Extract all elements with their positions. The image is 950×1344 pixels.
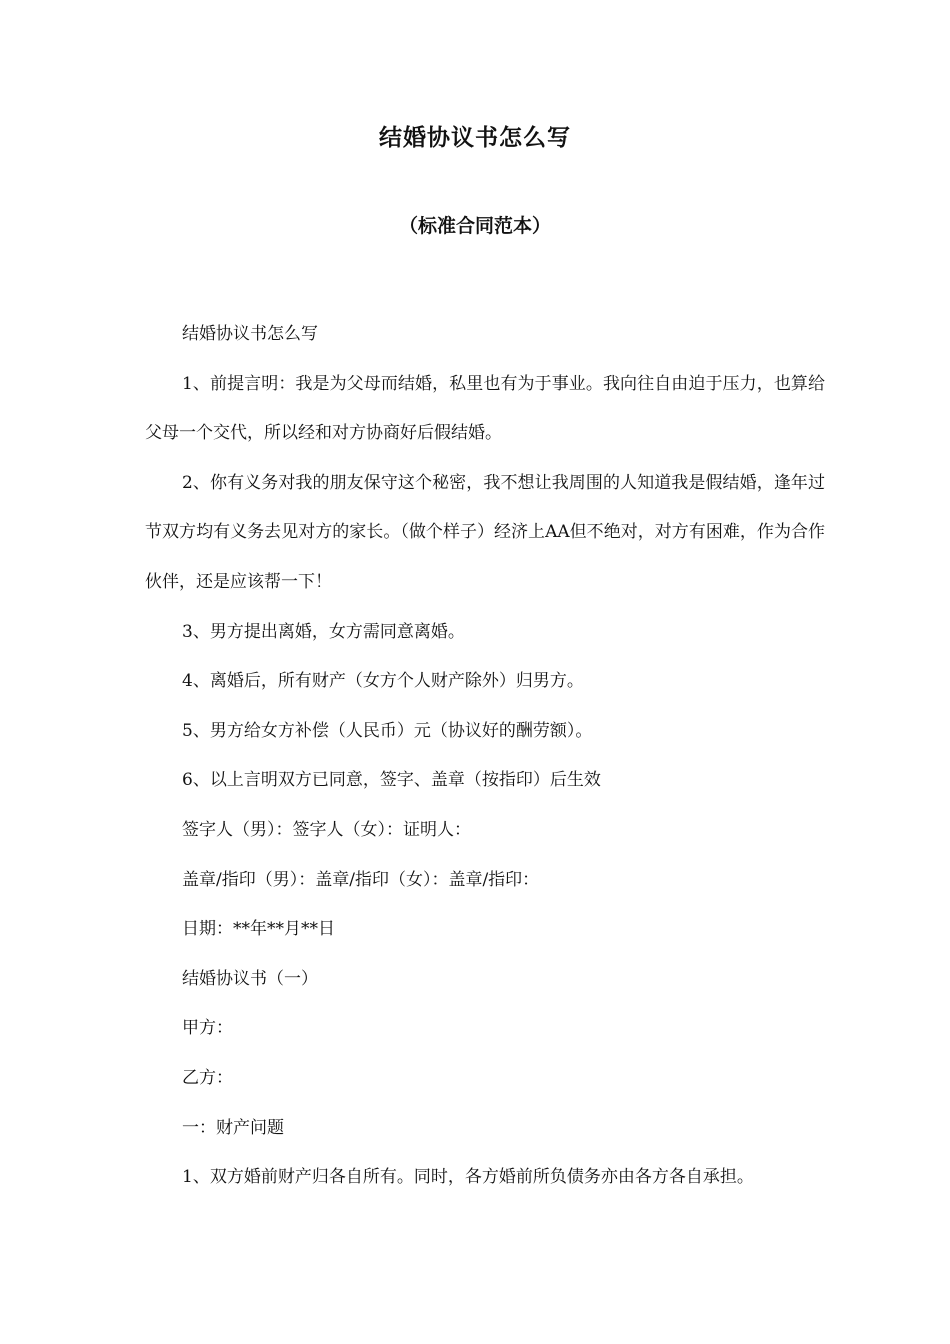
- date-line: 日期：**年**月**日: [182, 919, 335, 940]
- property-clause-1: 1、双方婚前财产归各自所有。同时，各方婚前所负债务亦由各方各自承担。: [182, 1167, 754, 1188]
- paragraph-clause-4: 4、离婚后，所有财产（女方个人财产除外）归男方。: [182, 671, 584, 692]
- party-b-line: 乙方：: [182, 1067, 233, 1088]
- paragraph-clause-5: 5、男方给女方补偿（人民币）元（协议好的酬劳额）。: [182, 720, 593, 741]
- section-heading: 结婚协议书（一）: [182, 968, 318, 989]
- signature-line: 签字人（男）：签字人（女）：证明人：: [182, 819, 471, 840]
- document-title: 结婚协议书怎么写: [379, 125, 571, 151]
- paragraph-clause-6: 6、以上言明双方已同意，签字、盖章（按指印）后生效: [182, 770, 601, 791]
- seal-line: 盖章/指印（男）：盖章/指印（女）：盖章/指印：: [182, 869, 540, 890]
- paragraph-clause-2: 2、你有义务对我的朋友保守这个秘密，我不想让我周围的人知道我是假结婚，逢年过节双方均有义务去见对方的家长。（做个样子）经济上AA但不绝对，对方有困难，作为合作伙伴，还是应该帮一下！: [145, 472, 825, 592]
- paragraph-clause-1: 1、前提言明：我是为父母而结婚，私里也有为于事业。我向往自由迫于压力，也算给父母一个交代，所以经和对方协商好后假结婚。: [145, 373, 825, 444]
- document-body: [145, 310, 825, 1203]
- property-heading: 一：财产问题: [182, 1117, 284, 1138]
- paragraph-heading: 结婚协议书怎么写: [182, 324, 318, 344]
- paragraph-clause-3: 3、男方提出离婚，女方需同意离婚。: [182, 621, 465, 642]
- document-subtitle: （标准合同范本）: [398, 215, 551, 237]
- party-a-line: 甲方：: [182, 1018, 233, 1039]
